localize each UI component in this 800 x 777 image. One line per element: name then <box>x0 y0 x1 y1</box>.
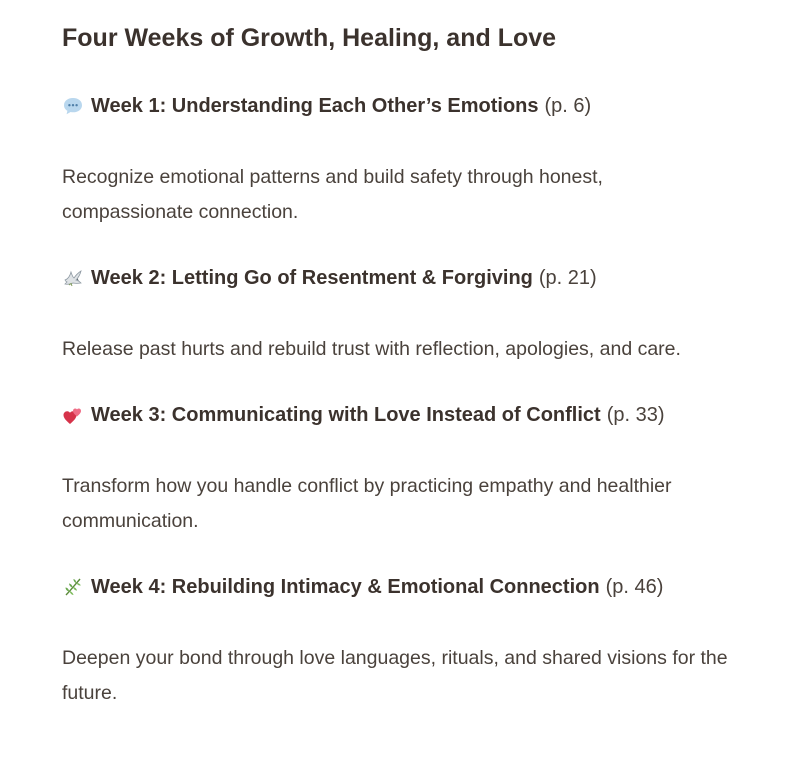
week-1-page-ref: (p. 6) <box>544 95 592 117</box>
week-1-section <box>62 92 738 230</box>
herb-icon <box>62 576 84 598</box>
dove-icon <box>62 267 84 289</box>
week-4-title: Week 4: Rebuilding Intimacy & Emotional Connection <box>91 576 600 598</box>
week-2-heading <box>62 264 738 292</box>
speech-bubble-icon <box>62 95 84 117</box>
week-2-description: Release past hurts and rebuild trust with reflection, apologies, and care. <box>62 338 681 360</box>
week-2-section <box>62 264 738 367</box>
week-4-page-ref: (p. 46) <box>605 576 664 598</box>
week-3-page-ref: (p. 33) <box>606 404 665 426</box>
week-3-description: Transform how you handle conflict by practicing empathy and healthier communication. <box>62 475 672 532</box>
week-3-section <box>62 401 738 539</box>
week-3-title: Week 3: Communicating with Love Instead of Conflict <box>91 404 601 426</box>
week-3-heading <box>62 401 738 429</box>
page-title: Four Weeks of Growth, Healing, and Love <box>62 24 557 52</box>
week-4-heading <box>62 573 738 601</box>
week-1-title: Week 1: Understanding Each Other’s Emotions <box>91 95 539 117</box>
week-4-section <box>62 573 738 711</box>
two-hearts-icon <box>62 404 84 426</box>
week-2-page-ref: (p. 21) <box>538 267 597 289</box>
week-4-description: Deepen your bond through love languages, rituals, and shared visions for the future. <box>62 647 728 704</box>
week-2-title: Week 2: Letting Go of Resentment & Forgiving <box>91 267 533 289</box>
week-1-description: Recognize emotional patterns and build safety through honest, compassionate connection. <box>62 166 603 223</box>
week-1-heading <box>62 92 738 120</box>
